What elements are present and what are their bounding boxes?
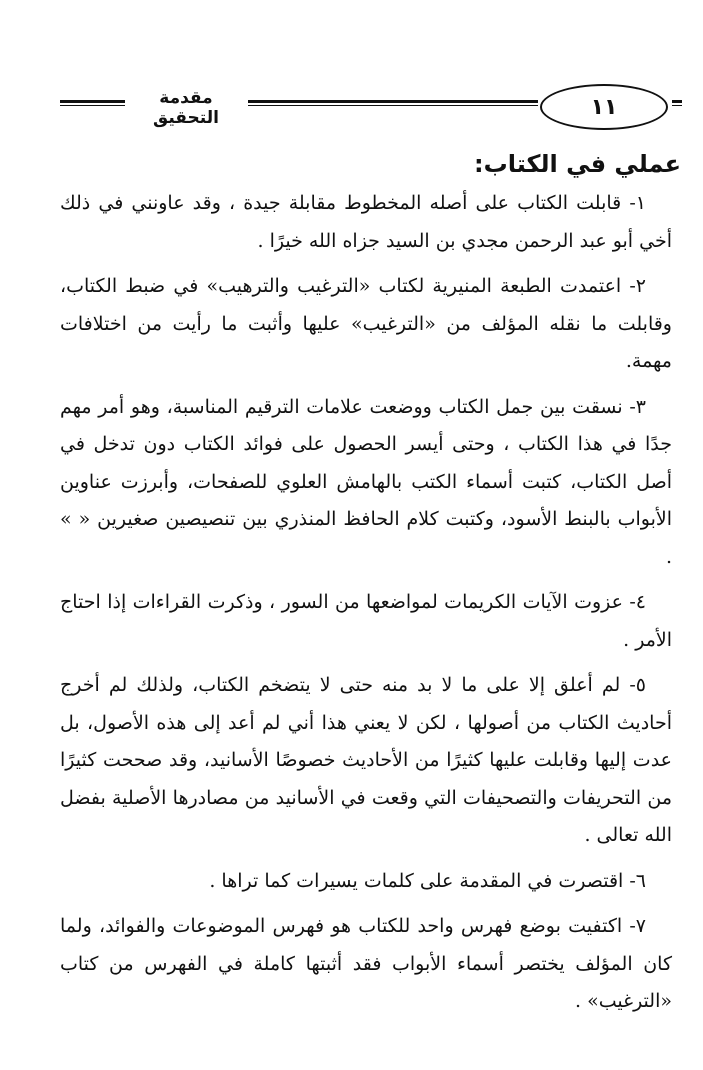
section-heading: عملي في الكتاب:: [474, 150, 681, 178]
page-header: [0, 0, 703, 150]
item-paragraph: ٤- عزوت الآيات الكريمات لمواضعها من السور ، وذكرت القراءات إذا احتاج الأمر .: [60, 591, 672, 651]
item-paragraph: ٦- اقتصرت في المقدمة على كلمات يسيرات كما تراها .: [209, 869, 646, 892]
body-text: [60, 185, 672, 1029]
item-paragraph: ٥- لم أعلق إلا على ما لا بد منه حتى لا يتضخم الكتاب، ولذلك لم أخرج أحاديث الكتاب من أصولها ، لكن لا يعني هذا أني لم أعد إلى هذه الأصول، بل عدت إليها وقابلت عليها كثيرًا من الأحاديث خصوصًا الأسانيد، وقد صححت كثيرًا من التحريفات والتصحيفات التي وقعت في الأسانيد من مصادرها الأصلية بفضل الله تعالى .: [60, 674, 672, 846]
page-number: ١١: [590, 95, 618, 120]
item-paragraph: ٢- اعتمدت الطبعة المنيرية لكتاب «الترغيب والترهيب» في ضبط الكتاب، وقابلت ما نقله المؤلف من «الترغيب» عليها وأثبت ما رأيت من اختلافات مهمة.: [60, 275, 672, 372]
header-rule-left: [60, 100, 125, 106]
running-title: مقدمة التحقيق: [153, 88, 219, 128]
page-number-oval: [540, 84, 668, 130]
item-paragraph: ٧- اكتفيت بوضع فهرس واحد للكتاب هو فهرس الموضوعات والفوائد، ولما كان المؤلف يختصر أسماء الأبواب فقد أثبتها كاملة في الفهرس من كتاب «الترغيب» .: [60, 915, 672, 1012]
header-rule-middle: [248, 100, 538, 106]
item-paragraph: ٣- نسقت بين جمل الكتاب ووضعت علامات الترقيم المناسبة، وهو أمر مهم جدًا في هذا الكتاب ، وحتى أيسر الحصول على فوائد الكتاب دون تدخل في أصل الكتاب، كتبت أسماء الكتب بالهامش العلوي للصفحات، وأبرزت عناوين الأبواب بالبنط الأسود، وكتبت كلام الحافظ المنذري بين تنصيصين صغيرين « » .: [60, 395, 672, 568]
item-paragraph: ١- قابلت الكتاب على أصله المخطوط مقابلة جيدة ، وقد عاونني في ذلك أخي أبو عبد الرحمن مجدي بن السيد جزاه الله خيرًا .: [60, 192, 672, 252]
header-rule-right: [672, 100, 682, 106]
